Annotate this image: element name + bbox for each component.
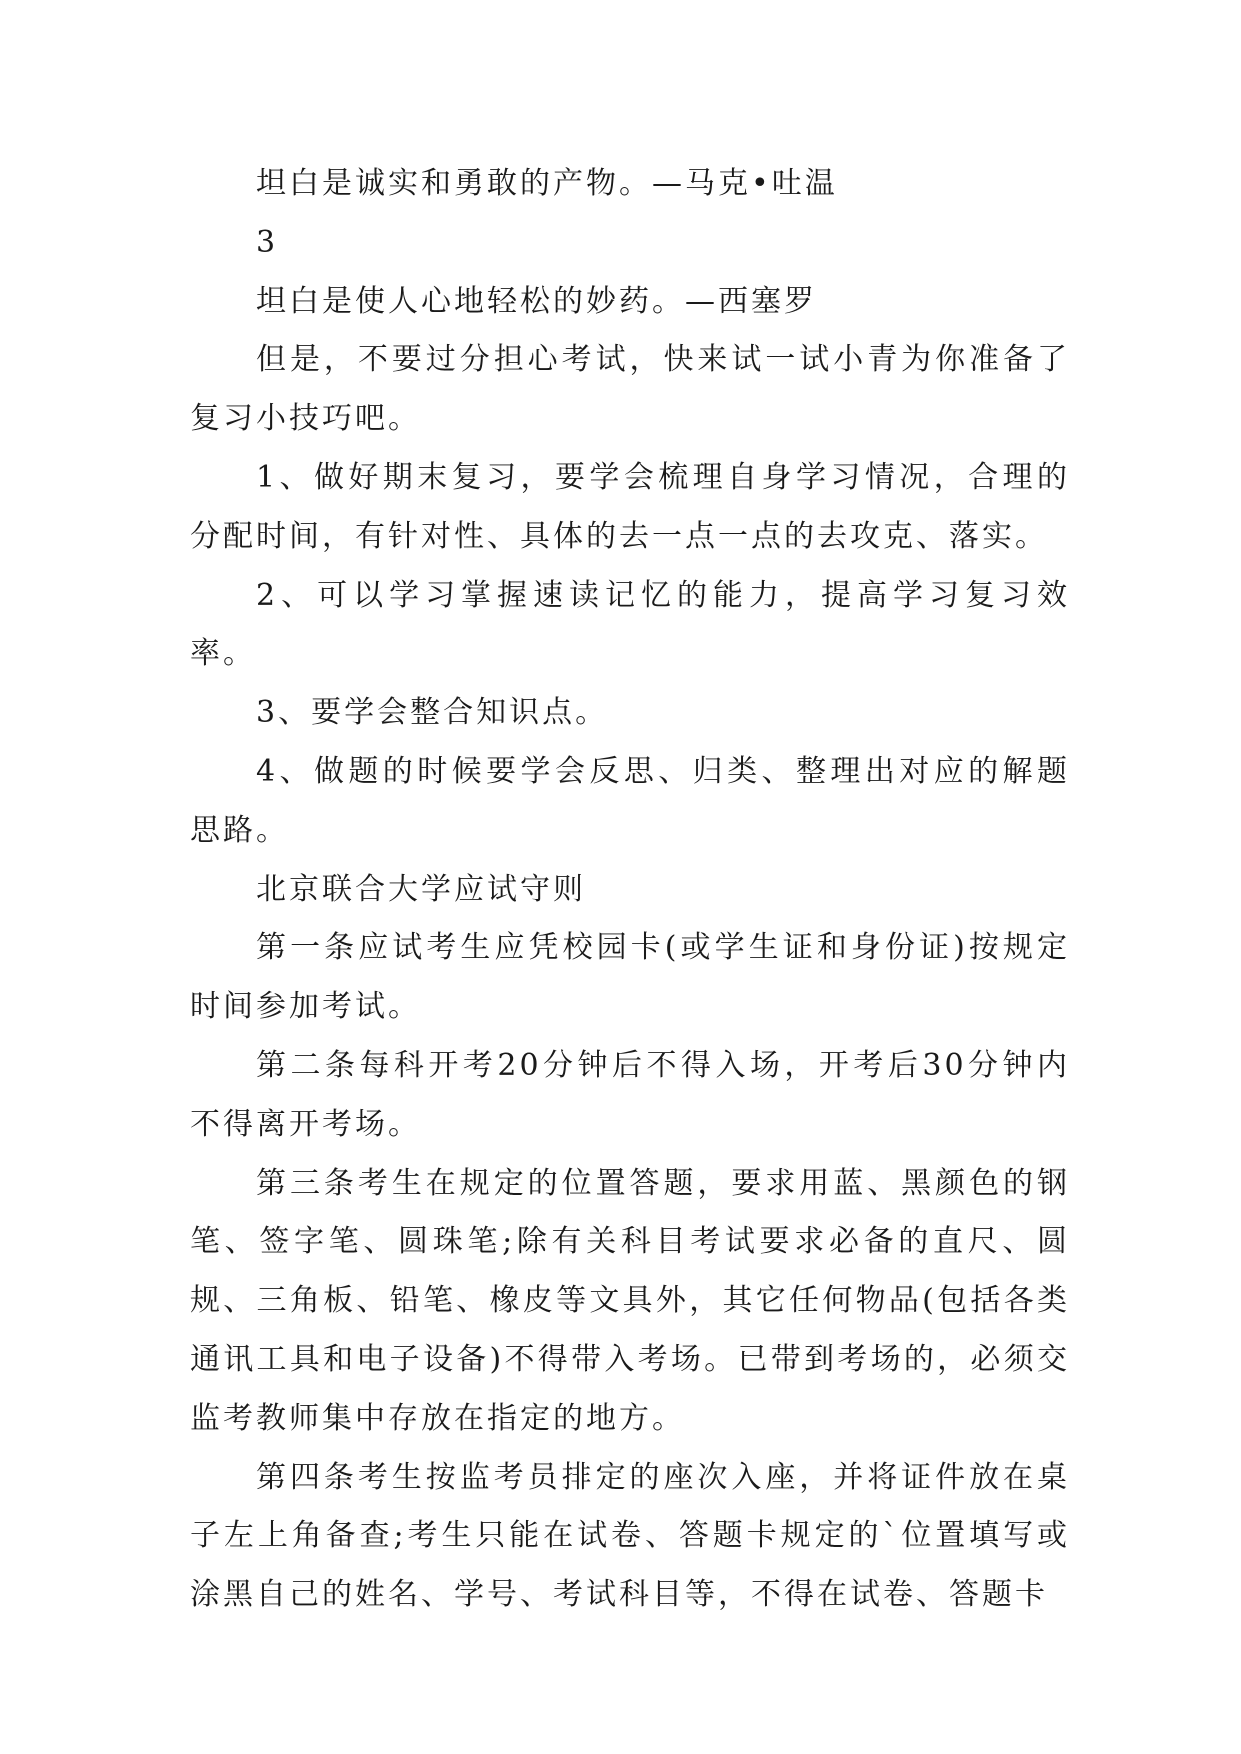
rule-4: 第四条考生按监考员排定的座次入座，并将证件放在桌子左上角备查;考生只能在试卷、答题卡规定的`位置填写或涂黑自己的姓名、学号、考试科目等，不得在试卷、答题卡 <box>190 1459 1070 1613</box>
quote-mark-twain: 坦白是诚实和勇敢的产物。—马克•吐温 <box>256 166 838 201</box>
tip-2: 2、可以学习掌握速读记忆的能力，提高学习复习效率。 <box>190 577 1070 672</box>
intro-paragraph: 但是，不要过分担心考试，快来试一试小青为你准备了复习小技巧吧。 <box>190 342 1070 437</box>
tip-4: 4、做题的时候要学会反思、归类、整理出对应的解题思路。 <box>190 753 1070 848</box>
rules-title: 北京联合大学应试守则 <box>256 871 586 907</box>
rule-1: 第一条应试考生应凭校园卡(或学生证和身份证)按规定时间参加考试。 <box>190 930 1070 1025</box>
tip-1: 1、做好期末复习，要学会梳理自身学习情况，合理的分配时间，有针对性、具体的去一点一点的去攻克、落实。 <box>190 459 1070 554</box>
rule-2: 第二条每科开考20分钟后不得入场，开考后30分钟内不得离开考场。 <box>190 1047 1070 1142</box>
section-number: 3 <box>256 224 279 260</box>
tip-3: 3、要学会整合知识点。 <box>256 695 609 731</box>
document-body <box>190 155 1070 1625</box>
quote-cicero: 坦白是使人心地轻松的妙药。—西塞罗 <box>256 283 817 319</box>
rule-3: 第三条考生在规定的位置答题，要求用蓝、黑颜色的钢笔、签字笔、圆珠笔;除有关科目考试要求必备的直尺、圆规、三角板、铅笔、橡皮等文具外，其它任何物品(包括各类通讯工具和电子设备)不得带入考场。已带到考场的，必须交监考教师集中存放在指定的地方。 <box>190 1165 1070 1436</box>
